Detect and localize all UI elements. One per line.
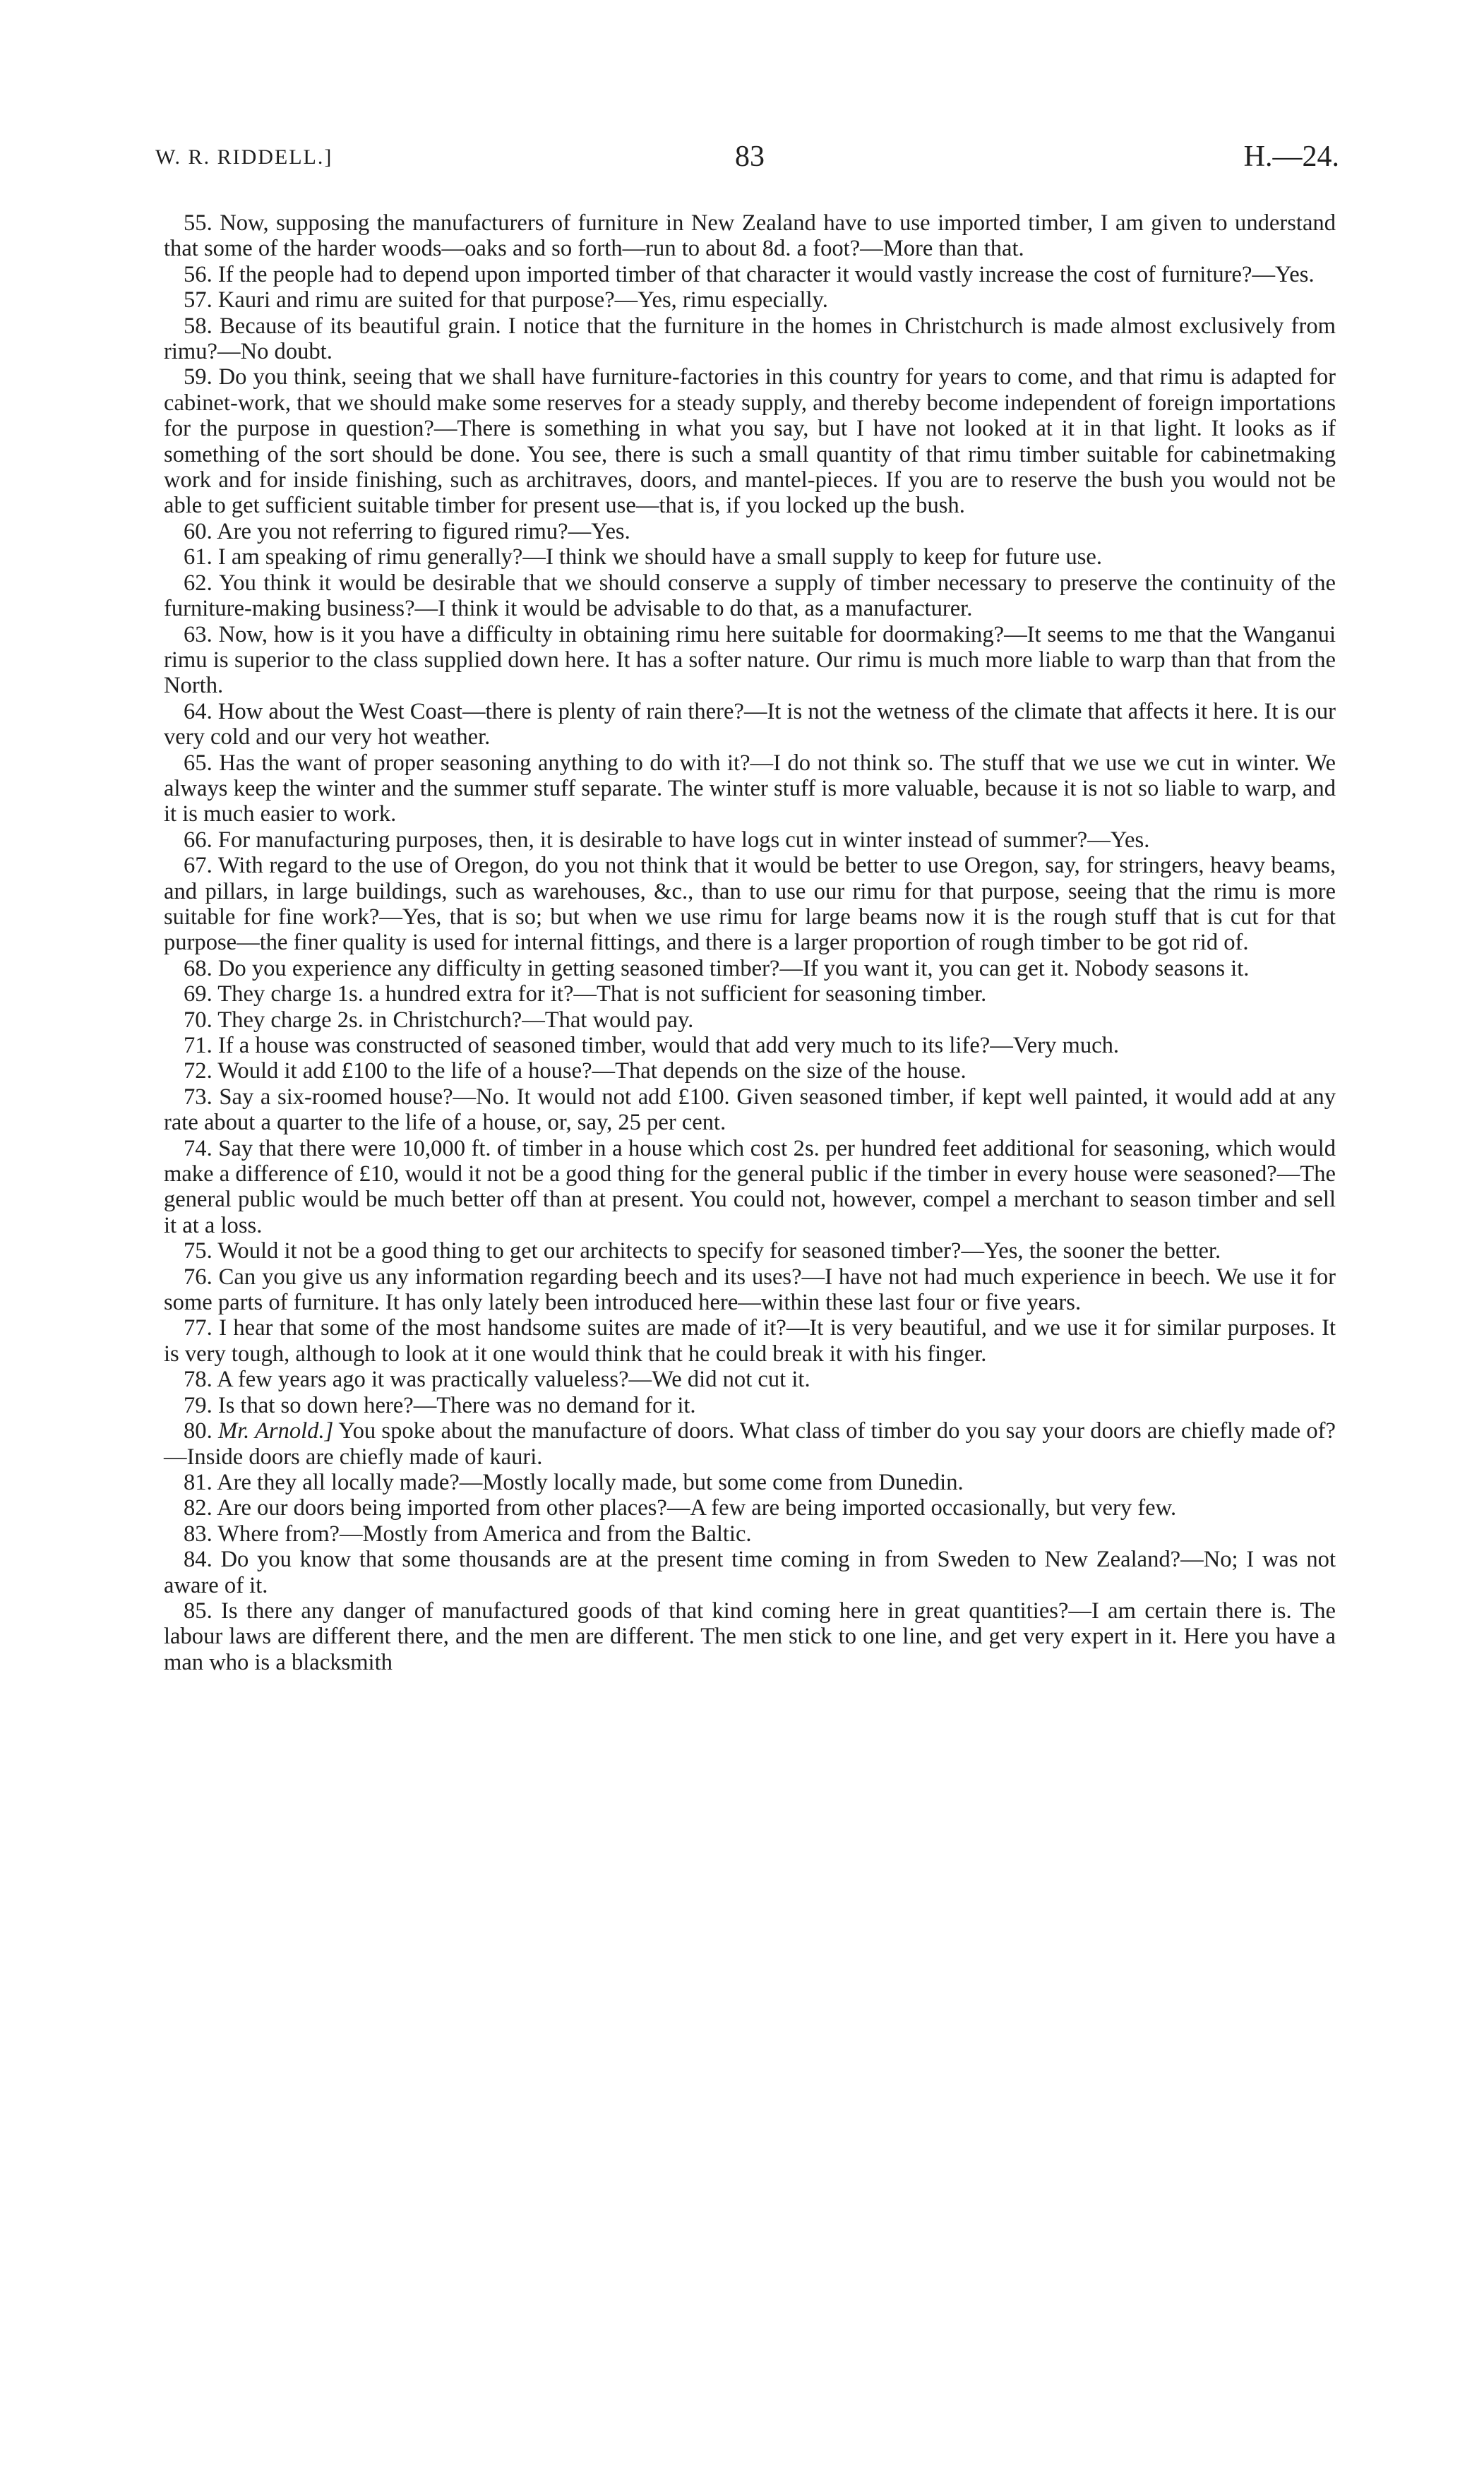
document-page xyxy=(155,140,1339,1675)
paragraph: 69. They charge 1s. a hundred extra for it?—That is not sufficient for seasoning timber. xyxy=(184,981,987,1007)
running-head xyxy=(155,140,1339,182)
paragraph: 78. A few years ago it was practically valueless?—We did not cut it. xyxy=(184,1367,810,1393)
paragraph: 75. Would it not be a good thing to get our architects to specify for seasoned timber?—Yes, the sooner the better. xyxy=(184,1238,1221,1264)
paragraph: 83. Where from?—Mostly from America and from the Baltic. xyxy=(184,1521,752,1547)
question-number: 80. xyxy=(184,1418,213,1444)
paragraph: 61. I am speaking of rimu generally?—I think we should have a small supply to keep for future use. xyxy=(184,544,1102,570)
paragraph: 72. Would it add £100 to the life of a house?—That depends on the size of the house. xyxy=(184,1058,967,1084)
paragraph: 67. With regard to the use of Oregon, do you not think that it would be better to use Oregon, say, for stringers, heavy beams, and pillars, in large buildings, such as warehouses, &c., than to use our rimu for that purpose, seeing that the rimu is more suitable for fine work?—Yes, that is so; but when we use rimu for large beams now it is the rough stuff that is cut for that purpose—the finer quality is used for internal fittings, and there is a larger proportion of rough timber to be got rid of. xyxy=(164,853,1336,956)
paragraph: 56. If the people had to depend upon imported timber of that character it would vastly increase the cost of furniture?—Yes. xyxy=(184,261,1315,287)
evidence-body xyxy=(164,210,1336,1675)
paragraph: 63. Now, how is it you have a difficulty in obtaining rimu here suitable for doormaking?—It seems to me that the Wanganui rimu is superior to the class supplied down here. It has a softer nature. Our rimu is much more liable to warp than that from the North. xyxy=(164,621,1336,699)
paragraph: 57. Kauri and rimu are suited for that purpose?—Yes, rimu especially. xyxy=(184,287,828,313)
paragraph: 79. Is that so down here?—There was no demand for it. xyxy=(184,1392,696,1418)
paragraph: 62. You think it would be desirable that we should conserve a supply of timber necessary to preserve the continuity of the furniture-making business?—I think it would be advisable to do that, as a manufacturer. xyxy=(164,570,1336,622)
paragraph: 82. Are our doors being imported from other places?—A few are being imported occasionally, but very few. xyxy=(184,1495,1177,1521)
paragraph-with-speaker xyxy=(164,1418,1336,1470)
page-number: 83 xyxy=(735,140,765,173)
paragraph: 59. Do you think, seeing that we shall have furniture-factories in this country for years to come, and that rimu is adapted for cabinet-work, that we should make some reserves for a steady supply, and thereby become independent of foreign importations for the purpose in question?—There is something in what you say, but I have not looked at it in that light. It looks as if something of the sort should be done. You see, there is such a small quantity of that rimu timber suitable for cabinetmaking work and for inside finishing, such as architraves, doors, and mantel-pieces. If you are to reserve the bush you would not be able to get sufficient suitable timber for present use—that is, if you locked up the bush. xyxy=(164,364,1336,519)
paragraph: 74. Say that there were 10,000 ft. of timber in a house which cost 2s. per hundred feet additional for seasoning, which would make a difference of £10, would it not be a good thing for the general public if the timber in every house were seasoned?—The general public would be much better off than at present. You could not, however, compel a merchant to season timber and sell it at a loss. xyxy=(164,1135,1336,1238)
paragraph: 60. Are you not referring to figured rimu?—Yes. xyxy=(184,518,630,544)
paragraph: 64. How about the West Coast—there is plenty of rain there?—It is not the wetness of the climate that affects it here. It is our very cold and our very hot weather. xyxy=(164,698,1336,750)
paragraph: 77. I hear that some of the most handsome suites are made of it?—It is very beautiful, and we use it for similar purposes. It is very tough, although to look at it one would think that he could break it with his finger. xyxy=(164,1315,1336,1367)
paragraph: 84. Do you know that some thousands are at the present time coming in from Sweden to New Zealand?—No; I was not aware of it. xyxy=(164,1547,1336,1598)
paragraph: 70. They charge 2s. in Christchurch?—That would pay. xyxy=(184,1007,694,1033)
speaker-name: Mr. Arnold.] xyxy=(217,1418,334,1444)
paragraph: 81. Are they all locally made?—Mostly locally made, but some come from Dunedin. xyxy=(184,1469,964,1495)
paragraph: 68. Do you experience any difficulty in getting seasoned timber?—If you want it, you can get it. Nobody seasons it. xyxy=(184,955,1250,981)
paragraph: 65. Has the want of proper seasoning anything to do with it?—I do not think so. The stuff that we use we cut in winter. We always keep the winter and the summer stuff separate. The winter stuff is more valuable, because it is not so liable to warp, and it is much easier to work. xyxy=(164,750,1336,827)
paragraph: 58. Because of its beautiful grain. I notice that the furniture in the homes in Christchurch is made almost exclusively from rimu?—No doubt. xyxy=(164,313,1336,365)
paragraph: 66. For manufacturing purposes, then, it is desirable to have logs cut in winter instead of summer?—Yes. xyxy=(184,827,1150,853)
paragraph: 73. Say a six-roomed house?—No. It would not add £100. Given seasoned timber, if kept well painted, it would add at any rate about a quarter to the life of a house, or, say, 25 per cent. xyxy=(164,1084,1336,1136)
paragraph: 76. Can you give us any information regarding beech and its uses?—I have not had much experience in beech. We use it for some parts of furniture. It has only lately been introduced here—within these last four or five years. xyxy=(164,1264,1336,1316)
paragraph-text: You spoke about the manufacture of doors. What class of timber do you say your doors are chiefly made of?—Inside doors are chiefly made of kauri. xyxy=(164,1418,1336,1470)
witness-name: W. R. RIDDELL.] xyxy=(155,145,333,169)
report-code: H.—24. xyxy=(1243,140,1339,173)
paragraph: 71. If a house was constructed of seasoned timber, would that add very much to its life?—Very much. xyxy=(184,1033,1119,1058)
paragraph: 55. Now, supposing the manufacturers of furniture in New Zealand have to use imported timber, I am given to understand that some of the harder woods—oaks and so forth—run to about 8d. a foot?—More than that. xyxy=(164,210,1336,262)
paragraph: 85. Is there any danger of manufactured goods of that kind coming here in great quantities?—I am certain there is. The labour laws are different there, and the men are different. The men stick to one line, and get very expert in it. Here you have a man who is a blacksmith xyxy=(164,1598,1336,1675)
